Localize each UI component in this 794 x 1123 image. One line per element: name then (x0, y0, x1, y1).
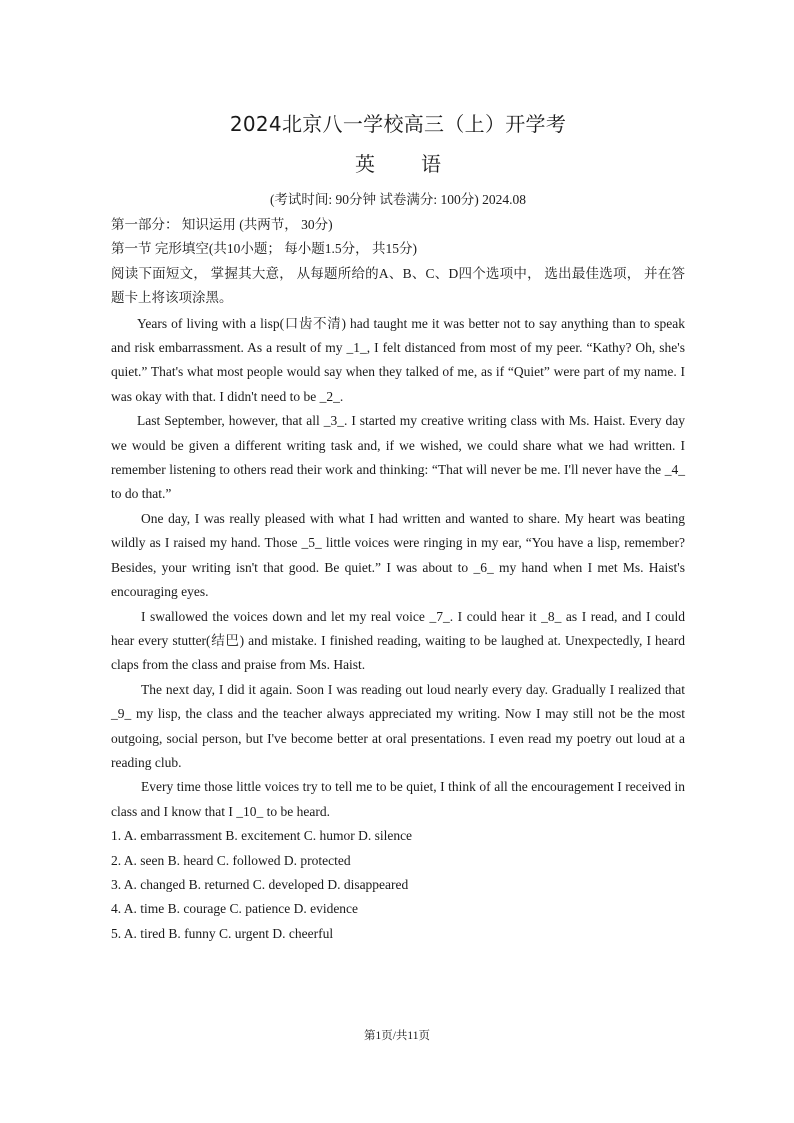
question-options: 2. A. seen B. heard C. followed D. protected (111, 852, 351, 868)
instructions: 阅读下面短文， 掌握其大意， 从每题所给的A、B、C、D四个选项中， 选出最佳选项， 并在答题卡上将该项涂黑。 (111, 265, 685, 306)
exam-body (111, 213, 685, 946)
section-heading: 第一节 完形填空(共10小题； 每小题1.5分， 共15分) (111, 241, 417, 257)
exam-meta: (考试时间: 90分钟 试卷满分: 100分) 2024.08 (269, 192, 527, 207)
question-options: 3. A. changed B. returned C. developed D. disappeared (111, 876, 409, 892)
subject-heading (111, 148, 685, 177)
question-options: 5. A. tired B. funny C. urgent D. cheerful (111, 925, 334, 941)
subject-char-1: 英 (355, 152, 375, 176)
exam-title: 2024北京八一学校高三（上）开学考 (229, 112, 567, 136)
passage-paragraph: Years of living with a lisp(口齿不清) had taught me it was better not to say anything than to speak and risk embarrassment. As a result of my _1_, I felt distanced from most of my peer. “Kathy? Oh, she's quiet.” That's what most people would say when they talked of me, as if “Quiet” were part of my name. I was okay with that. I didn't need to be _2_. (111, 315, 685, 404)
passage-paragraph: One day, I was really pleased with what I had written and wanted to share. My heart was beating wildly as I raised my hand. Those _5_ little voices were ringing in my ear, “You have a lisp, remember? Besides, your writing isn't that good. Be quiet.” I was about to _6_ my hand when I met Ms. Haist's encouraging eyes. (111, 510, 685, 600)
question-options: 1. A. embarrassment B. excitement C. humor D. silence (111, 828, 413, 844)
passage-paragraph: Every time those little voices try to tell me to be quiet, I think of all the encouragement I received in class and I know that I _10_ to be heard. (111, 779, 685, 819)
subject-char-2: 语 (421, 152, 441, 176)
passage-paragraph: The next day, I did it again. Soon I was reading out loud nearly every day. Gradually I realized that _9_ my lisp, the class and the teacher always appreciated my writing. Now I may still not be the most outgoing, social person, but I've become better at oral presentations. I even read my poetry out loud at a reading club. (111, 681, 685, 770)
question-options: 4. A. time B. courage C. patience D. evidence (111, 901, 359, 917)
part-heading: 第一部分： 知识运用 (共两节， 30分) (111, 217, 333, 232)
passage-paragraph: I swallowed the voices down and let my real voice _7_. I could hear it _8_ as I read, and I could hear every stutter(结巴) and mistake. I finished reading, waiting to be laughed at. Unexpectedly, I heard claps from the class and praise from Ms. Haist. (111, 608, 685, 673)
passage-paragraph: Last September, however, that all _3_. I started my creative writing class with Ms. Haist. Every day we would be given a different writing task and, if we wished, we could share what we had written. I remember listening to others read their work and thinking: “That will never be me. I'll never have the _4_ to do that.” (111, 413, 685, 502)
page-footer: 第1页/共11页 (363, 1030, 431, 1042)
